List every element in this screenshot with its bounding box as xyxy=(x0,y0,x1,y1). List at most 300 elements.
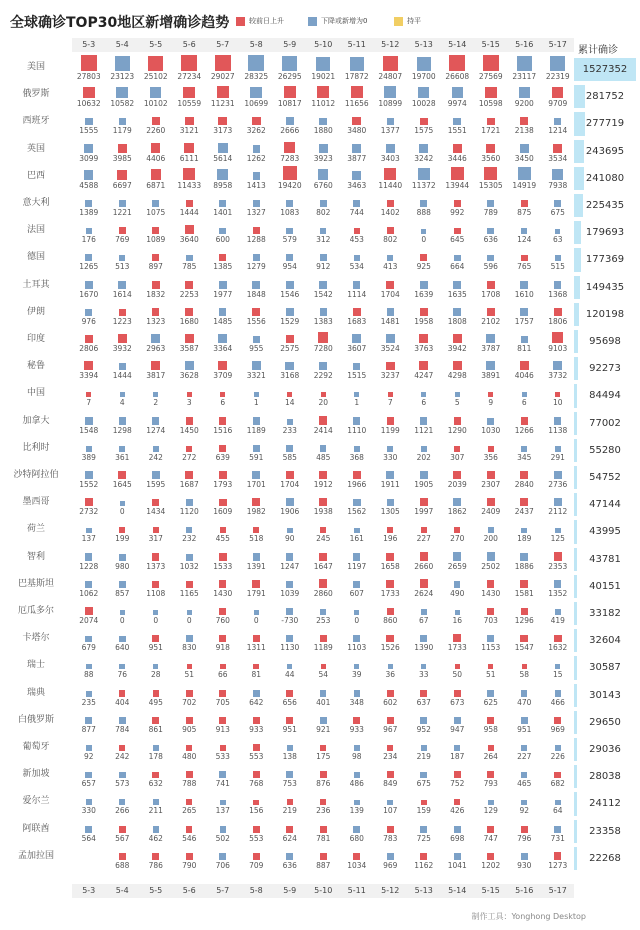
value-marker xyxy=(186,799,192,805)
data-label: 1757 xyxy=(514,316,534,326)
value-marker xyxy=(384,168,396,180)
value-marker xyxy=(220,527,226,533)
data-label: 3 xyxy=(186,398,192,408)
heat-cell xyxy=(508,110,542,137)
top-date-label: 5-4 xyxy=(115,40,129,49)
value-marker xyxy=(420,254,427,261)
value-marker xyxy=(487,281,495,289)
heat-cell xyxy=(139,382,173,409)
cumulative-value: 29650 xyxy=(589,716,621,728)
heat-cell xyxy=(106,464,140,491)
heat-cell xyxy=(106,328,140,355)
value-marker xyxy=(220,826,226,832)
data-label: 401 xyxy=(316,697,331,707)
value-marker xyxy=(554,308,562,316)
heat-cell xyxy=(407,246,441,273)
value-marker xyxy=(488,745,494,751)
value-marker xyxy=(552,87,563,98)
value-marker xyxy=(520,361,529,370)
value-marker xyxy=(153,392,158,397)
value-marker xyxy=(86,446,92,452)
value-marker xyxy=(119,717,126,724)
data-label: 747 xyxy=(483,833,498,843)
heat-cell xyxy=(139,654,173,681)
top-date-label: 5-3 xyxy=(82,40,96,49)
value-marker xyxy=(219,281,227,289)
heat-cell xyxy=(407,546,441,573)
value-marker xyxy=(284,142,295,153)
heat-cell xyxy=(374,491,408,518)
heat-cell xyxy=(240,437,274,464)
heat-cell xyxy=(206,328,240,355)
heat-cell xyxy=(441,682,475,709)
heat-cell xyxy=(407,600,441,627)
value-marker xyxy=(286,771,293,778)
heat-cell xyxy=(240,491,274,518)
value-marker xyxy=(252,498,260,506)
data-label: 933 xyxy=(249,724,264,734)
data-label: 176 xyxy=(81,235,96,245)
cumulative-value: 30587 xyxy=(589,662,621,674)
heat-cell xyxy=(407,464,441,491)
heat-cell xyxy=(106,518,140,545)
value-marker xyxy=(554,281,561,288)
value-marker xyxy=(419,361,428,370)
heat-cell xyxy=(474,546,508,573)
data-label: 490 xyxy=(450,588,465,598)
top-date-label: 5-10 xyxy=(314,40,333,49)
heat-cell xyxy=(474,790,508,817)
heat-cell xyxy=(106,192,140,219)
value-marker xyxy=(449,55,465,71)
data-label: 265 xyxy=(182,806,197,816)
heat-cell xyxy=(206,301,240,328)
value-marker xyxy=(85,281,93,289)
heat-cell xyxy=(273,491,307,518)
value-marker xyxy=(153,745,159,751)
value-marker xyxy=(487,826,494,833)
heat-cell xyxy=(240,763,274,790)
heat-cell xyxy=(474,627,508,654)
value-marker xyxy=(488,392,493,397)
data-label: 1647 xyxy=(313,561,333,571)
heat-cell xyxy=(72,491,106,518)
value-marker xyxy=(286,117,294,125)
heat-cell xyxy=(441,219,475,246)
data-label: 980 xyxy=(115,561,130,571)
heat-cell xyxy=(474,600,508,627)
heat-cell xyxy=(72,382,106,409)
heat-cell xyxy=(407,573,441,600)
heat-cell xyxy=(474,328,508,355)
heat-cell xyxy=(508,573,542,600)
heat-cell xyxy=(173,546,207,573)
data-label: 1383 xyxy=(313,316,333,326)
bottom-date-label: 5-16 xyxy=(515,886,534,895)
data-label: 790 xyxy=(182,860,197,870)
value-marker xyxy=(219,771,226,778)
heat-cell xyxy=(307,192,341,219)
value-marker xyxy=(286,228,293,235)
heat-cell xyxy=(340,709,374,736)
data-label: 233 xyxy=(282,425,297,435)
heat-cell xyxy=(106,709,140,736)
heat-cell xyxy=(173,845,207,872)
data-label: 1614 xyxy=(112,289,132,299)
heat-cell xyxy=(273,573,307,600)
data-label: 857 xyxy=(115,588,130,598)
data-label: 1083 xyxy=(280,208,300,217)
heat-cell xyxy=(240,410,274,437)
heat-cell xyxy=(541,763,575,790)
data-label: 232 xyxy=(182,534,197,544)
data-label: 1032 xyxy=(179,561,199,571)
data-label: 2074 xyxy=(79,616,99,625)
heat-cell xyxy=(206,138,240,165)
heat-cell xyxy=(139,709,173,736)
data-label: 54 xyxy=(318,670,329,680)
data-label: 2253 xyxy=(179,289,199,299)
legend-swatch-flat xyxy=(394,17,403,26)
data-label: 925 xyxy=(416,262,431,272)
data-label: 2659 xyxy=(447,561,467,571)
table-row xyxy=(0,790,640,817)
value-marker xyxy=(522,664,527,669)
value-marker xyxy=(85,471,93,479)
heat-cell xyxy=(541,355,575,382)
data-label: 3099 xyxy=(79,153,99,163)
value-marker xyxy=(352,171,361,180)
value-marker xyxy=(388,392,393,397)
value-marker xyxy=(217,86,229,98)
heat-cell xyxy=(139,301,173,328)
heat-cell xyxy=(206,818,240,845)
value-marker xyxy=(253,635,260,642)
heat-cell xyxy=(374,464,408,491)
data-label: 765 xyxy=(517,262,532,272)
data-label: 2307 xyxy=(481,480,501,489)
value-marker xyxy=(555,664,560,669)
data-label: 235 xyxy=(81,697,96,707)
data-label: 1862 xyxy=(447,507,467,517)
value-marker xyxy=(286,335,294,343)
value-marker xyxy=(521,608,528,615)
heat-cell xyxy=(474,464,508,491)
country-label: 印度 xyxy=(26,334,45,344)
data-label: 887 xyxy=(316,860,331,870)
data-label: 1533 xyxy=(213,561,233,571)
value-marker xyxy=(554,498,562,506)
heat-cell xyxy=(106,437,140,464)
heat-cell xyxy=(508,138,542,165)
heat-cell xyxy=(307,382,341,409)
value-marker xyxy=(321,664,326,669)
value-marker xyxy=(152,635,159,642)
heat-cell xyxy=(72,790,106,817)
heat-cell xyxy=(441,382,475,409)
country-label: 墨西哥 xyxy=(22,497,50,508)
table-row xyxy=(0,763,640,790)
heat-cell xyxy=(340,219,374,246)
value-marker xyxy=(521,228,527,234)
data-label: 1610 xyxy=(514,289,534,299)
data-label: 2138 xyxy=(514,126,534,136)
value-marker xyxy=(453,552,461,560)
data-label: 7283 xyxy=(280,153,300,163)
country-label: 沙特阿拉伯 xyxy=(13,470,59,480)
value-marker xyxy=(319,498,327,506)
value-marker xyxy=(286,281,294,289)
heat-cell xyxy=(106,682,140,709)
data-label: 1121 xyxy=(414,425,434,435)
data-label: 1391 xyxy=(246,561,266,571)
value-marker xyxy=(420,690,427,697)
value-marker xyxy=(85,417,93,425)
heat-cell xyxy=(106,83,140,110)
value-marker xyxy=(387,227,394,234)
country-label: 孟加拉国 xyxy=(17,850,54,861)
value-marker xyxy=(283,166,297,180)
heat-cell xyxy=(72,219,106,246)
value-marker xyxy=(286,445,293,452)
heat-cell xyxy=(173,573,207,600)
country-label: 智利 xyxy=(26,551,45,562)
value-marker xyxy=(253,853,260,860)
heat-cell xyxy=(307,845,341,872)
data-label: 24807 xyxy=(378,72,403,81)
heat-cell xyxy=(340,110,374,137)
value-marker xyxy=(318,332,329,343)
heat-cell xyxy=(508,682,542,709)
data-label: 26295 xyxy=(277,72,302,81)
heat-cell xyxy=(541,518,575,545)
heat-cell xyxy=(307,110,341,137)
value-marker xyxy=(554,826,561,833)
value-marker xyxy=(487,255,494,262)
heat-cell xyxy=(374,274,408,301)
value-marker xyxy=(119,772,126,779)
top-date-label: 5-17 xyxy=(548,40,567,49)
value-marker xyxy=(353,581,360,588)
date-header-bottom xyxy=(72,884,574,898)
data-label: 2963 xyxy=(146,344,166,353)
data-label: 1030 xyxy=(481,425,501,435)
heat-cell xyxy=(508,763,542,790)
value-marker xyxy=(218,143,228,153)
heat-cell xyxy=(407,818,441,845)
value-marker xyxy=(152,717,159,724)
data-label: 19420 xyxy=(277,180,302,190)
value-marker xyxy=(387,717,394,724)
value-marker xyxy=(420,717,427,724)
country-label: 荷兰 xyxy=(26,524,45,535)
data-label: 1228 xyxy=(79,561,99,571)
heat-cell xyxy=(72,56,106,83)
bottom-date-label: 5-17 xyxy=(548,886,567,895)
data-label: 10028 xyxy=(411,99,436,109)
data-label: 624 xyxy=(282,833,297,843)
table-row xyxy=(0,573,640,600)
value-marker xyxy=(219,308,226,315)
value-marker xyxy=(320,445,326,451)
data-label: 744 xyxy=(349,208,364,217)
heat-cell xyxy=(374,627,408,654)
value-marker xyxy=(555,255,561,261)
value-marker xyxy=(554,852,561,859)
value-marker xyxy=(554,580,561,587)
data-label: 1265 xyxy=(79,262,99,272)
data-label: 453 xyxy=(349,235,364,245)
data-label: 534 xyxy=(349,262,364,272)
heat-cell xyxy=(374,382,408,409)
heat-cell xyxy=(106,546,140,573)
heat-cell xyxy=(139,573,173,600)
data-label: 242 xyxy=(115,752,130,761)
heat-cell xyxy=(273,328,307,355)
data-label: 356 xyxy=(483,452,498,462)
value-marker xyxy=(518,167,531,180)
value-marker xyxy=(187,610,192,615)
value-marker xyxy=(86,664,92,670)
data-label: 1515 xyxy=(347,371,367,381)
table-row xyxy=(0,464,640,491)
value-marker xyxy=(387,745,393,751)
data-label: 1311 xyxy=(246,643,266,653)
heat-cell xyxy=(273,845,307,872)
value-marker xyxy=(386,471,394,479)
value-marker xyxy=(520,635,528,643)
heat-cell xyxy=(374,818,408,845)
data-label: 1658 xyxy=(380,561,400,571)
data-label: 10632 xyxy=(76,99,101,109)
heat-cell xyxy=(508,709,542,736)
value-marker xyxy=(552,332,563,343)
heat-cell xyxy=(374,654,408,681)
data-label: 3262 xyxy=(246,126,266,136)
data-label: 1385 xyxy=(213,262,233,272)
top-date-label: 5-7 xyxy=(216,40,230,49)
heat-cell xyxy=(474,709,508,736)
data-label: 760 xyxy=(215,616,230,625)
heat-cell xyxy=(541,192,575,219)
data-label: 25102 xyxy=(143,72,168,81)
heat-cell xyxy=(340,682,374,709)
value-marker xyxy=(219,254,226,261)
value-marker xyxy=(120,610,125,615)
value-marker xyxy=(286,608,293,615)
value-marker xyxy=(152,853,159,860)
heat-cell xyxy=(240,818,274,845)
data-label: 958 xyxy=(483,724,498,734)
value-marker xyxy=(487,771,494,778)
bottom-date-label: 5-14 xyxy=(448,886,467,895)
data-label: 992 xyxy=(450,208,465,217)
heat-cell xyxy=(407,654,441,681)
data-label: 470 xyxy=(517,697,532,707)
value-marker xyxy=(286,471,294,479)
heat-cell xyxy=(173,110,207,137)
value-marker xyxy=(555,800,561,806)
heat-cell xyxy=(240,627,274,654)
heat-cell xyxy=(340,763,374,790)
value-marker xyxy=(386,334,395,343)
value-marker xyxy=(554,772,561,779)
value-marker xyxy=(352,117,361,126)
heat-cell xyxy=(340,355,374,382)
heat-cell xyxy=(340,382,374,409)
data-label: 0 xyxy=(119,616,125,625)
data-label: 1938 xyxy=(313,507,333,517)
heat-cell xyxy=(508,382,542,409)
heat-cell xyxy=(474,410,508,437)
data-label: 573 xyxy=(115,779,130,789)
value-marker xyxy=(115,56,130,71)
data-label: 1197 xyxy=(347,561,367,571)
heat-cell xyxy=(173,464,207,491)
cumulative-value: 277719 xyxy=(585,118,625,130)
value-marker xyxy=(421,800,427,806)
value-marker xyxy=(387,608,394,615)
heat-cell xyxy=(340,600,374,627)
data-label: 513 xyxy=(115,262,130,272)
data-label: 51 xyxy=(184,670,195,680)
data-label: 786 xyxy=(148,860,163,870)
value-marker xyxy=(85,636,92,643)
value-marker xyxy=(153,527,159,533)
value-marker xyxy=(420,552,428,560)
value-marker xyxy=(119,664,125,670)
value-marker xyxy=(454,527,460,533)
heat-cell xyxy=(173,274,207,301)
value-marker xyxy=(286,254,293,261)
data-label: 518 xyxy=(249,534,264,544)
data-label: 639 xyxy=(215,452,230,462)
table-row xyxy=(0,546,640,573)
data-label: 567 xyxy=(115,833,130,843)
data-label: 515 xyxy=(550,262,565,272)
heat-cell xyxy=(508,246,542,273)
heat-cell xyxy=(474,491,508,518)
heat-cell xyxy=(173,709,207,736)
data-label: 1516 xyxy=(213,425,233,435)
data-label: 92 xyxy=(519,806,530,816)
value-marker xyxy=(85,200,92,207)
data-label: 781 xyxy=(316,833,331,843)
bottom-date-label: 5-7 xyxy=(216,886,230,895)
heat-cell xyxy=(340,410,374,437)
value-marker xyxy=(383,56,398,71)
heat-cell xyxy=(307,600,341,627)
heat-cell xyxy=(173,192,207,219)
data-label: 860 xyxy=(383,616,398,625)
heat-cell xyxy=(240,845,274,872)
value-marker xyxy=(152,553,159,560)
value-marker xyxy=(253,800,259,806)
value-marker xyxy=(253,227,260,234)
data-label: 11012 xyxy=(311,99,336,109)
value-marker xyxy=(387,417,394,424)
value-marker xyxy=(454,826,461,833)
value-marker xyxy=(555,229,561,235)
heat-cell xyxy=(340,736,374,763)
legend-label-up: 较前日上升 xyxy=(249,17,284,25)
cumulative-value: 55280 xyxy=(589,444,621,456)
data-label: 15 xyxy=(552,670,563,680)
heat-cell xyxy=(374,518,408,545)
value-marker xyxy=(85,309,92,316)
data-label: 2437 xyxy=(514,507,534,517)
data-label: 1595 xyxy=(146,480,166,489)
